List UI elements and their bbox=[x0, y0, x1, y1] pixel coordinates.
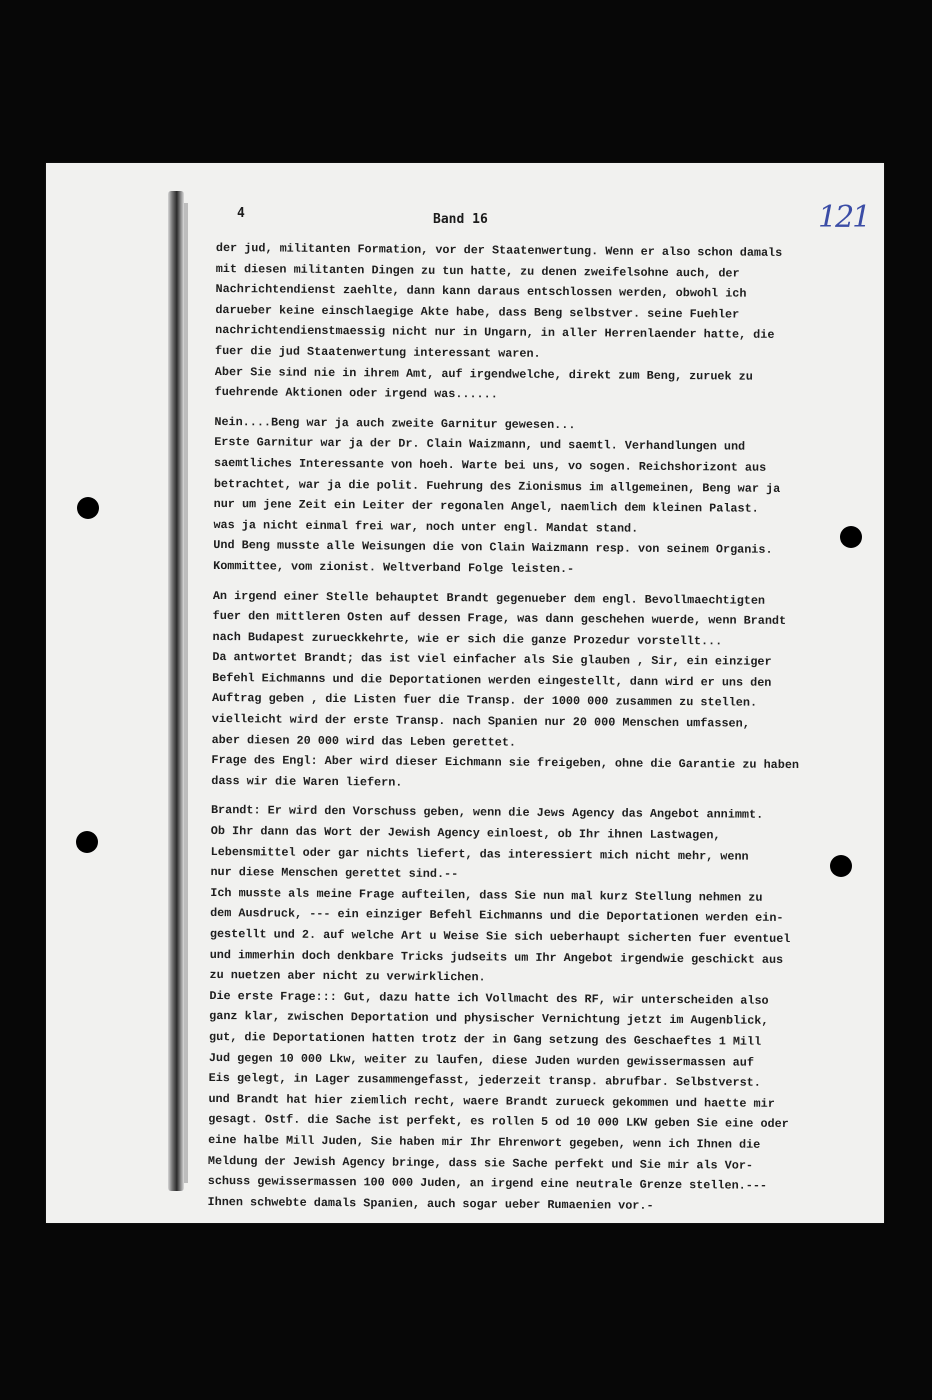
text-line: und Brandt hat hier ziemlich recht, waere Brandt zurueck gekommen und haette mir bbox=[208, 1091, 775, 1111]
binding-edge bbox=[184, 203, 188, 1183]
text-line: nur diese Menschen gerettet sind.-- bbox=[210, 865, 459, 882]
text-line: was ja nicht einmal frei war, noch unter engl. Mandat stand. bbox=[213, 517, 639, 536]
text-line: dem Ausdruck, --- ein einziger Befehl Eichmanns und die Deportationen werden ein- bbox=[210, 906, 784, 926]
text-line: nur um jene Zeit ein Leiter der regonalen Angel, naemlich dem kleinen Palast. bbox=[213, 497, 759, 516]
text-line: nach Budapest zurueckkehrte, wie er sich die ganze Prozedur vorstellt... bbox=[212, 629, 723, 649]
text-line: zu nuetzen aber nicht zu verwirklichen. bbox=[209, 968, 486, 985]
text-line: und immerhin doch denkbare Tricks judseits um Ihr Angebot irgendwie geschickt aus bbox=[209, 947, 784, 967]
binding-strip bbox=[168, 191, 184, 1191]
text-line: Meldung der Jewish Agency bringe, dass sie Sache perfekt und Sie mir als Vor- bbox=[207, 1153, 754, 1173]
punch-hole-left-top bbox=[77, 497, 99, 519]
text-line: Da antwortet Brandt; das ist viel einfacher als Sie glauben , Sir, ein einziger bbox=[212, 650, 772, 670]
text-line: Erste Garnitur war ja der Dr. Clain Waizmann, und saemtl. Verhandlungen und bbox=[214, 435, 746, 454]
text-line: fuer die jud Staatenwertung interessant waren. bbox=[214, 343, 541, 361]
text-line: ganz klar, zwischen Deportation und physischer Vernichtung jetzt im Augenblick, bbox=[209, 1009, 769, 1029]
punch-hole-left-bottom bbox=[76, 831, 98, 853]
text-line: Befehl Eichmanns und die Deportationen werden eingestellt, dann wird er uns den bbox=[212, 670, 772, 690]
band-label: Band 16 bbox=[433, 212, 488, 227]
text-line: schuss gewissermassen 100 000 Juden, an irgend eine neutrale Grenze stellen.--- bbox=[207, 1174, 768, 1193]
text-line: darueber keine einschlaegige Akte habe, dass Beng selbstver. seine Fuehler bbox=[215, 302, 740, 322]
text-line: Die erste Frage::: Gut, dazu hatte ich Vollmacht des RF, wir unterscheiden also bbox=[209, 988, 769, 1008]
text-line: der jud, militanten Formation, vor der Staatenwertung. Wenn er also schon damals bbox=[215, 240, 783, 260]
handwritten-archive-number: 121 bbox=[818, 200, 870, 235]
text-line: Auftrag geben , die Listen fuer die Transp. der 1000 000 zusammen zu stellen. bbox=[211, 691, 758, 711]
text-line: Und Beng musste alle Weisungen die von Clain Waizmann resp. von seinem Organis. bbox=[213, 538, 773, 558]
text-line: Ich musste als meine Frage aufteilen, dass Sie nun mal kurz Stellung nehmen zu bbox=[210, 885, 763, 905]
text-line: dass wir die Waren liefern. bbox=[211, 773, 403, 790]
text-line: Lebensmittel oder gar nichts liefert, das interessiert mich nicht mehr, wenn bbox=[210, 844, 749, 864]
text-line: An irgend einer Stelle behauptet Brandt gegenueber dem engl. Bevollmaechtigten bbox=[212, 588, 766, 608]
text-line: Brandt: Er wird den Vorschuss geben, wenn die Jews Agency das Angebot annimmt. bbox=[210, 803, 764, 823]
text-line: aber diesen 20 000 wird das Leben gerettet. bbox=[211, 732, 517, 750]
text-line: fuehrende Aktionen oder irgend was...... bbox=[214, 385, 498, 402]
typewritten-body bbox=[207, 238, 840, 1218]
text-line: vielleicht wird der erste Transp. nach Spanien nur 20 000 Menschen umfassen, bbox=[211, 712, 750, 731]
text-line: Ihnen schwebte damals Spanien, auch sogar ueber Rumaenien vor.- bbox=[207, 1194, 654, 1213]
text-line: gestellt und 2. auf welche Art u Weise Sie sich ueberhaupt sicherten fuer eventuel bbox=[209, 926, 791, 947]
text-line: mit diesen militanten Dingen zu tun hatte, zu denen zweifelsohne auch, der bbox=[215, 261, 740, 281]
text-line: gesagt. Ostf. die Sache ist perfekt, es rollen 5 od 10 000 LKW geben Sie eine oder bbox=[208, 1112, 789, 1132]
text-line: saemtliches Interessante von hoeh. Warte bei uns, vo sogen. Reichshorizont aus bbox=[213, 455, 767, 475]
text-line: gut, die Deportationen hatten trotz der in Gang setzung des Geschaeftes 1 Mill bbox=[208, 1029, 762, 1049]
text-line: Ob Ihr dann das Wort der Jewish Agency einloest, ob Ihr ihnen Lastwagen, bbox=[210, 824, 721, 843]
text-line: Aber Sie sind nie in ihrem Amt, auf irgendwelche, direkt zum Beng, zuruek zu bbox=[214, 364, 753, 384]
text-line: Jud gegen 10 000 Lkw, weiter zu laufen, diese Juden wurden gewissermassen auf bbox=[208, 1050, 754, 1070]
punch-hole-right-top bbox=[840, 526, 862, 548]
text-line: eine halbe Mill Juden, Sie haben mir Ihr Ehrenwort gegeben, wenn ich Ihnen die bbox=[208, 1132, 761, 1152]
text-line: fuer den mittleren Osten auf dessen Frage, was dann geschehen wuerde, wenn Brandt bbox=[212, 609, 787, 629]
text-line: betrachtet, war ja die polit. Fuehrung des Zionismus im allgemeinen, Beng war ja bbox=[213, 476, 781, 496]
text-line: Kommittee, vom zionist. Weltverband Folge leisten.- bbox=[213, 558, 575, 577]
text-line: Eis gelegt, in Lager zusammengefasst, jederzeit transp. abrufbar. Selbstverst. bbox=[208, 1071, 761, 1090]
text-line: Frage des Engl: Aber wird dieser Eichmann sie freigeben, ohne die Garantie zu haben bbox=[211, 753, 800, 773]
text-line: Nachrichtendienst zaehlte, dann kann daraus entschlossen werden, obwohl ich bbox=[215, 282, 747, 301]
page-number: 4 bbox=[237, 206, 245, 221]
text-line: Nein....Beng war ja auch zweite Garnitur gewesen... bbox=[214, 414, 576, 432]
text-line: nachrichtendienstmaessig nicht nur in Ungarn, in aller Herrenlaender hatte, die bbox=[215, 323, 775, 343]
